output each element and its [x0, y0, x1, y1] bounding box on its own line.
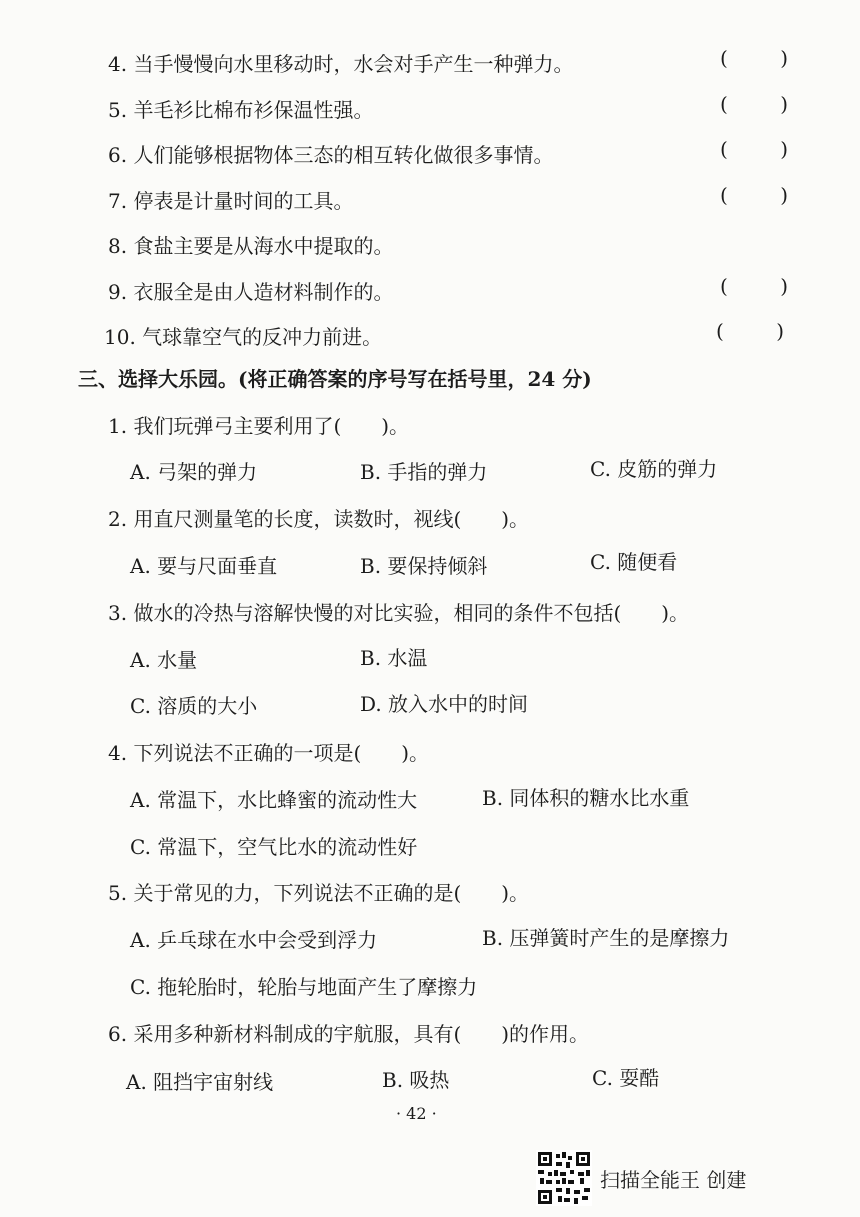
answer-paren[interactable]: ( ) — [716, 319, 784, 343]
option-a[interactable]: A. 阻挡宇宙射线 — [126, 1070, 274, 1094]
option-c[interactable]: C. 拖轮胎时，轮胎与地面产生了摩擦力 — [130, 975, 478, 999]
answer-paren[interactable]: ( ) — [720, 137, 788, 161]
question-stem: 5. 关于常见的力，下列说法不正确的是( )。 — [108, 881, 530, 905]
page-number: · 42 · — [396, 1104, 437, 1123]
answer-paren[interactable]: ( ) — [720, 92, 788, 116]
watermark-text: 扫描全能王 创建 — [600, 1167, 747, 1192]
option-c[interactable]: C. 耍酷 — [592, 1066, 660, 1090]
option-c[interactable]: C. 皮筋的弹力 — [590, 457, 718, 481]
answer-paren[interactable]: ( ) — [720, 46, 788, 70]
qr-code-icon — [536, 1150, 592, 1206]
option-a[interactable]: A. 水量 — [130, 648, 198, 672]
tf-item-4 — [108, 48, 788, 80]
tf-item-text: 7. 停表是计量时间的工具。 — [108, 189, 354, 213]
tf-item-text: 6. 人们能够根据物体三态的相互转化做很多事情。 — [108, 143, 554, 167]
option-d[interactable]: D. 放入水中的时间 — [360, 692, 529, 716]
answer-paren[interactable]: ( ) — [720, 274, 788, 298]
option-a[interactable]: A. 乒乓球在水中会受到浮力 — [130, 928, 378, 952]
answer-paren[interactable]: ( ) — [720, 183, 788, 207]
option-a[interactable]: A. 要与尺面垂直 — [130, 554, 278, 578]
option-c[interactable]: C. 溶质的大小 — [130, 694, 258, 718]
tf-item-text: 4. 当手慢慢向水里移动时，水会对手产生一种弹力。 — [108, 52, 574, 76]
scanner-watermark — [536, 1150, 746, 1206]
option-a[interactable]: A. 常温下，水比蜂蜜的流动性大 — [130, 788, 418, 812]
option-a[interactable]: A. 弓架的弹力 — [130, 460, 258, 484]
tf-item-text: 8. 食盐主要是从海水中提取的。 — [108, 234, 394, 258]
option-c[interactable]: C. 随便看 — [590, 550, 678, 574]
option-b[interactable]: B. 同体积的糖水比水重 — [482, 786, 690, 810]
tf-item-text: 10. 气球靠空气的反冲力前进。 — [104, 325, 383, 349]
option-c[interactable]: C. 常温下，空气比水的流动性好 — [130, 835, 418, 859]
tf-item-text: 5. 羊毛衫比棉布衫保温性强。 — [108, 98, 374, 122]
question-stem: 6. 采用多种新材料制成的宇航服，具有( )的作用。 — [108, 1022, 590, 1046]
option-b[interactable]: B. 水温 — [360, 646, 428, 670]
tf-item-7 — [108, 185, 788, 217]
section-title: 三、选择大乐园。(将正确答案的序号写在括号里，24 分) — [78, 367, 592, 391]
option-b[interactable]: B. 手指的弹力 — [360, 460, 488, 484]
tf-item-9 — [108, 276, 788, 308]
tf-item-10 — [104, 321, 784, 353]
option-b[interactable]: B. 压弹簧时产生的是摩擦力 — [482, 926, 730, 950]
question-stem: 4. 下列说法不正确的一项是( )。 — [108, 741, 430, 765]
question-stem: 2. 用直尺测量笔的长度，读数时，视线( )。 — [108, 507, 530, 531]
tf-item-text: 9. 衣服全是由人造材料制作的。 — [108, 280, 394, 304]
option-b[interactable]: B. 要保持倾斜 — [360, 554, 488, 578]
option-b[interactable]: B. 吸热 — [382, 1068, 450, 1092]
question-stem: 1. 我们玩弹弓主要利用了( )。 — [108, 414, 410, 438]
tf-item-5 — [108, 94, 788, 126]
tf-item-6 — [108, 139, 788, 171]
tf-item-8 — [108, 230, 788, 262]
question-stem: 3. 做水的冷热与溶解快慢的对比实验，相同的条件不包括( )。 — [108, 601, 690, 625]
